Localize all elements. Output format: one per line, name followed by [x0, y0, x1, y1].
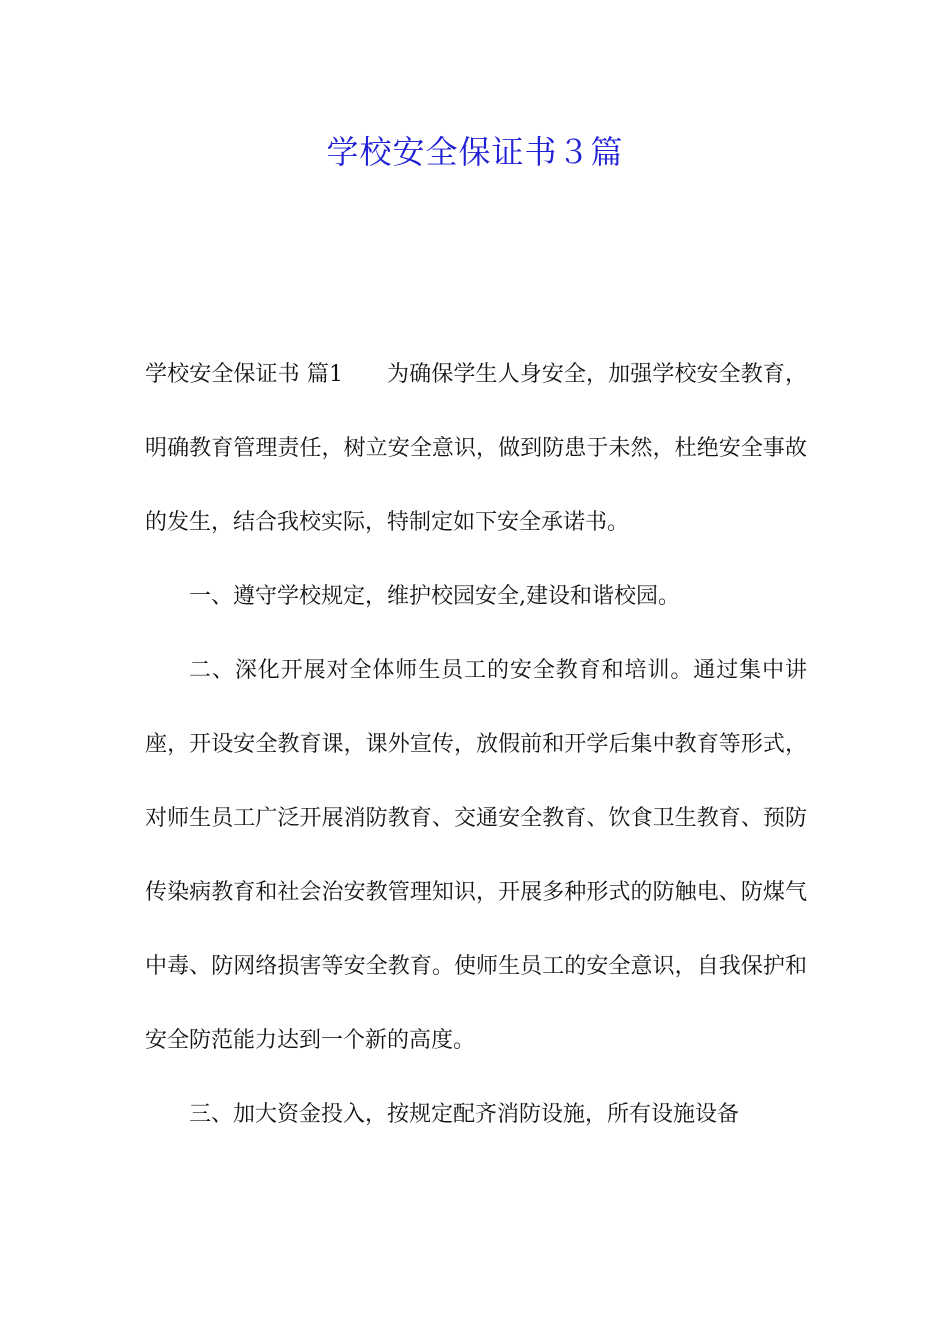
list-item: 三、加大资金投入，按规定配齐消防设施，所有设施设备 [189, 1102, 740, 1127]
list-item: 一、遵守学校规定，维护校园安全,建设和谐校园。 [189, 584, 680, 609]
document-title: 学校安全保证书３篇 [326, 133, 624, 171]
document-body [145, 338, 807, 1152]
intro-paragraph [145, 338, 807, 560]
intro-text: 为确保学生人身安全，加强学校安全教育，明确教育管理责任，树立安全意识，做到防患于未然，杜绝安全事故的发生，结合我校实际，特制定如下安全承诺书。 [145, 362, 807, 535]
section-heading: 学校安全保证书 篇1 [145, 362, 343, 387]
list-item: 二、深化开展对全体师生员工的安全教育和培训。通过集中讲座，开设安全教育课，课外宣传，放假前和开学后集中教育等形式，对师生员工广泛开展消防教育、交通安全教育、饮食卫生教育、预防传染病教育和社会治安教管理知识，开展多种形式的防触电、防煤气中毒、防网络损害等安全教育。使师生员工的安全意识，自我保护和安全防范能力达到一个新的高度。 [145, 658, 807, 1053]
